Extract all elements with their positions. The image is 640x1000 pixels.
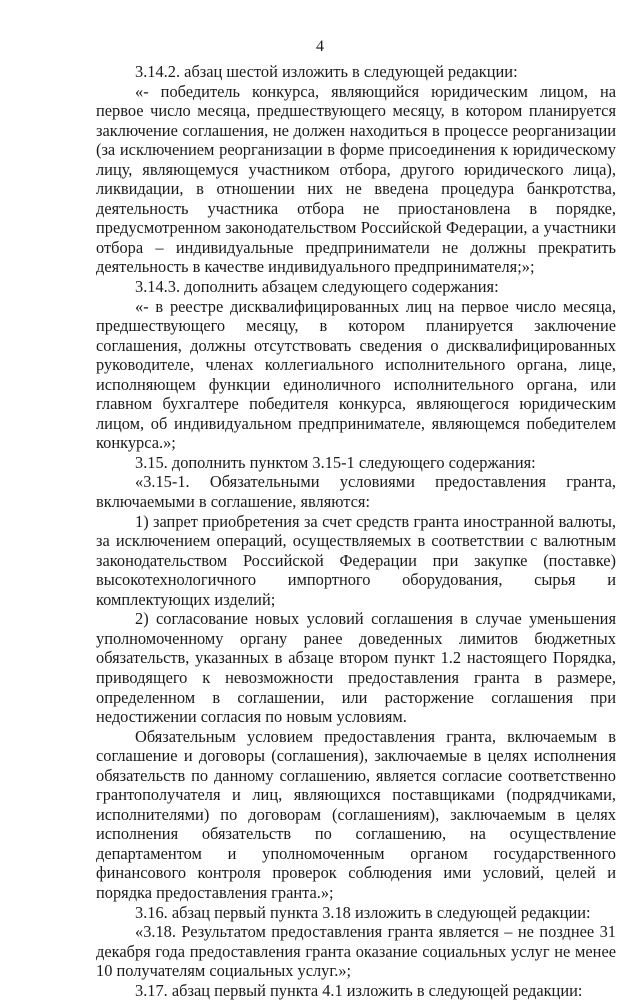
paragraph-3-17: 3.17. абзац первый пункта 4.1 изложить в следующей редакции: — [135, 980, 583, 1000]
paragraph-3-16: 3.16. абзац первый пункта 3.18 изложить в следующей редакции: — [135, 902, 591, 922]
paragraph-3-14-3: 3.14.3. дополнить абзацем следующего содержания: — [135, 277, 499, 297]
paragraph-3-18-text: «3.18. Результатом предоставления гранта является – не позднее 31 декабря года предоставления гранта оказание социальных услуг не менее 10 получателям социальных услуг.»; — [96, 922, 616, 981]
paragraph-3-14-2-text: «- победитель конкурса, являющийся юридическим лицом, на первое число месяца, предшествующего месяцу, в котором планируется заключение соглашения, не должен находиться в процессе реорганизации (за исключением реорганизации в форме присоединения к юридическому лицу, являющемуся участником отбора, другого юридического лица), ликвидации, в отношении них не введена процедура банкротства, деятельность участника отбора не приостановлена в порядке, предусмотренном законодательством Российской Федерации, а участники отбора – индивидуальные предприниматели не должны прекратить деятельность в качестве индивидуального предпринимателя;»; — [96, 81, 616, 277]
document-body — [96, 62, 616, 1000]
page-number: 4 — [316, 38, 324, 55]
paragraph-3-15-1: «3.15-1. Обязательными условиями предоставления гранта, включаемыми в соглашение, являются: — [96, 472, 616, 512]
paragraph-3-15: 3.15. дополнить пунктом 3.15-1 следующего содержания: — [135, 452, 536, 472]
paragraph-3-14-3-text: «- в реестре дисквалифицированных лиц на первое число месяца, предшествующего месяцу, в котором планируется заключение соглашения, должны отсутствовать сведения о дисквалифицированных руководителе, членах коллегиального исполнительного органа, лице, исполняющем функции единоличного исполнительного органа, или главном бухгалтере победителя конкурса, являющегося юридическим лицом, об индивидуальном предпринимателе, являющемся победителем конкурса.»; — [96, 296, 616, 453]
paragraph-mandatory-condition: Обязательным условием предоставления гранта, включаемым в соглашение и договоры (соглашения), заключаемые в целях исполнения обязательств по данному соглашению, является согласие соответственно грантополучателя и лиц, являющихся поставщиками (подрядчиками, исполнителями) по договорам (соглашениям), заключаемым в целях исполнения обязательств по соглашению, на осуществление департаментом и уполномоченным органом государственного финансового контроля проверок соблюдения ими условий, целей и порядка предоставления гранта.»; — [96, 726, 616, 902]
paragraph-condition-2: 2) согласование новых условий соглашения в случае уменьшения уполномоченному органу ранее доведенных лимитов бюджетных обязательств, указанных в абзаце втором пункт 1.2 настоящего Порядка, приводящего к невозможности предоставления гранта в размере, определенном в соглашении, или расторжение соглашения при недостижении согласия по новым условиям. — [96, 609, 616, 727]
paragraph-3-14-2: 3.14.2. абзац шестой изложить в следующей редакции: — [135, 62, 518, 81]
paragraph-condition-1: 1) запрет приобретения за счет средств гранта иностранной валюты, за исключением операций, осуществляемых в соответствии с валютным законодательством Российской Федерации при закупке (поставке) высокотехнологичного импортного оборудования, сырья и комплектующих изделий; — [96, 511, 616, 609]
